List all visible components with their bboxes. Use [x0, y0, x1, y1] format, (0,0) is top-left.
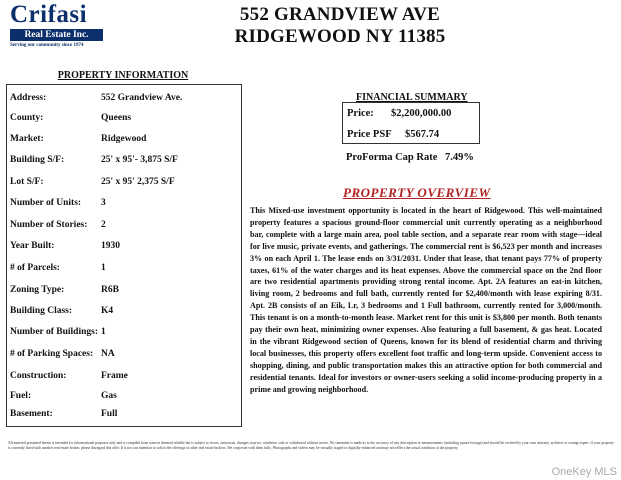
property-overview-text: This Mixed-use investment opportunity is located in the heart of Ridgewood. This well-maintained property features a spacious ground-floor commercial unit currently operating as a neighborhood bar, complete with a large main area, pool table section, and a separate rear room with stage—ideal for live music, private events, and gatherings. The commercial rent is $6,523 per month and increases 3% on each April 1. The lease ends on 3/31/2031. Under that lease, that tenant pays 77% of property taxes, 61% of the water charges and its heat expenses. Above the commercial space on the 2nd floor are two residential apartments providing strong rental income. Apt. 2A features an eat-in kitchen, living room, 2 bedrooms and full bath, currently rented for $2,400/month with lease expiring 8/31. Apt. 2B consists of an Eik, Lr, 3 bedrooms and 1 Full bathroom, currently rented for 3,000/month. This tenant is on a month-to-month lease. Market rent for this unit is $3,800 per month. Both tenants pay their own heat, minimizing owner expenses. Also featuring a full basement, & gas heat. Located in the vibrant Ridgewood section of Queens, known for its blend of residential charm and thriving local businesses, this property offers excellent foot traffic and long-term upside. Convenient access to shopping, dining, and public transportation makes this an attractive option for both commercial and residential tenants. Ideal for investors or owner-users seeking a solid income-producing property in a prime and growing neighborhood.	[250, 206, 602, 394]
price-value: $2,200,000.00	[391, 108, 452, 119]
property-value: K4	[101, 306, 114, 316]
property-label: Zoning Type:	[10, 285, 65, 295]
property-value: 1	[101, 263, 106, 273]
disclaimer-text: All material presented herein is intended for informational purposes only and is compiled from sources deemed reliable but is subject to errors, omissions, changes in price, condition, sale or withdrawal without notice. No statement is made as to the accuracy of any description or measurements (including square footage) and should be verified by your own attorney, architect or zoning expert. If your property is currently listed with another real estate broker, please disregard this offer. It is not our intention to solicit the offerings of other real estate brokers. We cooperate with them fully. Photographs and videos may be virtually staged or digitally enhanced and may not reflect the actual condition of the property.	[8, 441, 614, 451]
property-label: # of Parcels:	[10, 263, 60, 273]
property-value: R6B	[101, 285, 119, 295]
mls-watermark: OneKey MLS	[551, 466, 617, 478]
property-label: Building S/F:	[10, 155, 65, 165]
property-info-title: PROPERTY INFORMATION	[57, 70, 189, 81]
address-line-2: RIDGEWOOD NY 11385	[234, 26, 446, 47]
logo-tagline: Serving our community since 1974	[10, 43, 84, 48]
property-label: Year Built:	[10, 241, 55, 251]
property-label: Basement:	[10, 409, 53, 419]
property-label: County:	[10, 113, 44, 123]
price-psf-value: $567.74	[405, 129, 440, 140]
property-value: Frame	[101, 371, 128, 381]
property-info-table	[6, 84, 242, 427]
property-value: 1	[101, 327, 106, 337]
property-overview-title: PROPERTY OVERVIEW	[343, 185, 491, 200]
financial-summary-box	[342, 102, 480, 144]
cap-rate-value: 7.49%	[445, 152, 474, 163]
property-label: Address:	[10, 93, 47, 103]
property-value: Gas	[101, 391, 117, 401]
property-value: 2	[101, 220, 106, 230]
property-value: Full	[101, 409, 118, 419]
logo-subtitle: Real Estate Inc.	[10, 29, 103, 41]
property-label: Construction:	[10, 371, 67, 381]
financial-summary-title: FINANCIAL SUMMARY	[356, 92, 468, 103]
address-line-1: 552 GRANDVIEW AVE	[239, 4, 441, 25]
property-value: Queens	[101, 113, 132, 123]
property-label: Number of Buildings:	[10, 327, 98, 337]
property-value: 3	[101, 198, 106, 208]
property-label: Building Class:	[10, 306, 73, 316]
property-label: Number of Units:	[10, 198, 82, 208]
property-value: 552 Grandview Ave.	[101, 93, 183, 103]
property-value: 25' x 95'- 3,875 S/F	[101, 155, 178, 165]
property-label: Fuel:	[10, 391, 32, 401]
company-logo	[10, 2, 106, 48]
price-psf-label: Price PSF	[347, 129, 392, 140]
property-value: Ridgewood	[101, 134, 147, 144]
property-value: NA	[101, 349, 115, 359]
property-label: Number of Stories:	[10, 220, 88, 230]
property-value: 1930	[101, 241, 120, 251]
property-label: Market:	[10, 134, 44, 144]
property-label: Lot S/F:	[10, 177, 44, 187]
property-value: 25' x 95' 2,375 S/F	[101, 177, 175, 187]
cap-rate-label: ProForma Cap Rate	[346, 152, 438, 163]
property-label: # of Parking Spaces:	[10, 349, 94, 359]
price-label: Price:	[347, 108, 374, 119]
logo-name: Crifasi	[10, 1, 88, 28]
